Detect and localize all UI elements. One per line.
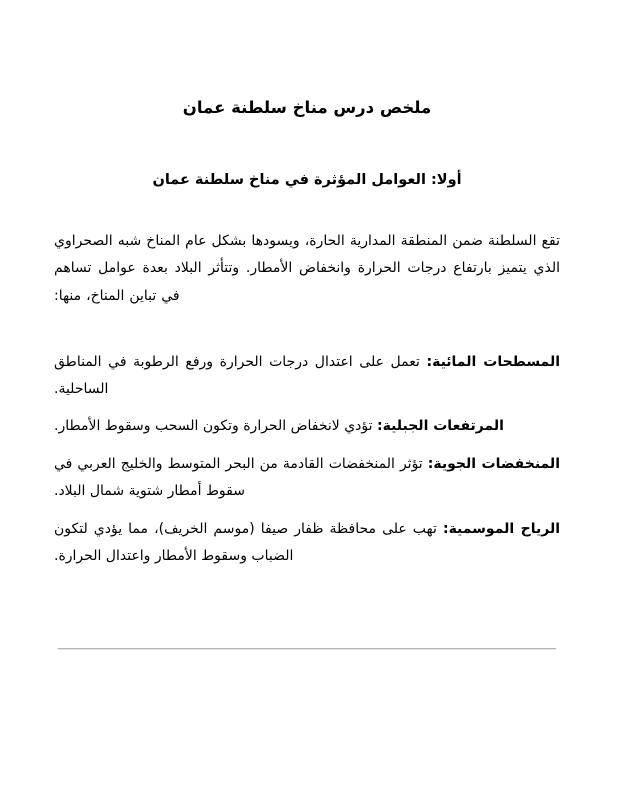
intro-paragraph: تقع السلطنة ضمن المنطقة المدارية الحارة، ويسودها بشكل عام المناخ شبه الصحراوي الذي يتميز بارتفاع درجات الحرارة وانخفاض الأمطار. وتتأثر البلاد بعدة عوامل تساهم في تباين المناخ، منها: (54, 232, 560, 304)
page-title: ملخص درس مناخ سلطنة عمان (182, 98, 432, 117)
divider-container (0, 648, 618, 650)
section-heading-factors: أولا: العوامل المؤثرة في مناخ سلطنة عمان (152, 171, 462, 188)
factor-text: تؤدي لانخفاض الحرارة وتكون السحب وسقوط الأمطار. (54, 418, 377, 435)
factor-text: تهب على محافظة ظفار صيفا (موسم الخريف)، مما يؤدي لتكون الضباب وسقوط الأمطار واعتدال الحرارة. (54, 521, 443, 564)
horizontal-divider (58, 648, 556, 650)
list-item (54, 349, 560, 403)
list-item (54, 516, 560, 570)
factor-text: تؤثر المنخفضات القادمة من البحر المتوسط والخليج العربي في سقوط أمطار شتوية شمال البلاد. (54, 456, 428, 500)
list-item (54, 451, 560, 505)
factor-text: تعمل على اعتدال درجات الحرارة ورفع الرطوبة في المناطق الساحلية. (54, 353, 427, 397)
factor-label: الرياح الموسمية: (442, 521, 560, 538)
factor-label: المرتفعات الجبلية: (376, 418, 504, 435)
factor-label: المنخفضات الجوية: (427, 456, 560, 473)
list-item (54, 413, 560, 440)
factors-list (54, 311, 560, 570)
factor-label: المسطحات المائية: (426, 353, 561, 370)
